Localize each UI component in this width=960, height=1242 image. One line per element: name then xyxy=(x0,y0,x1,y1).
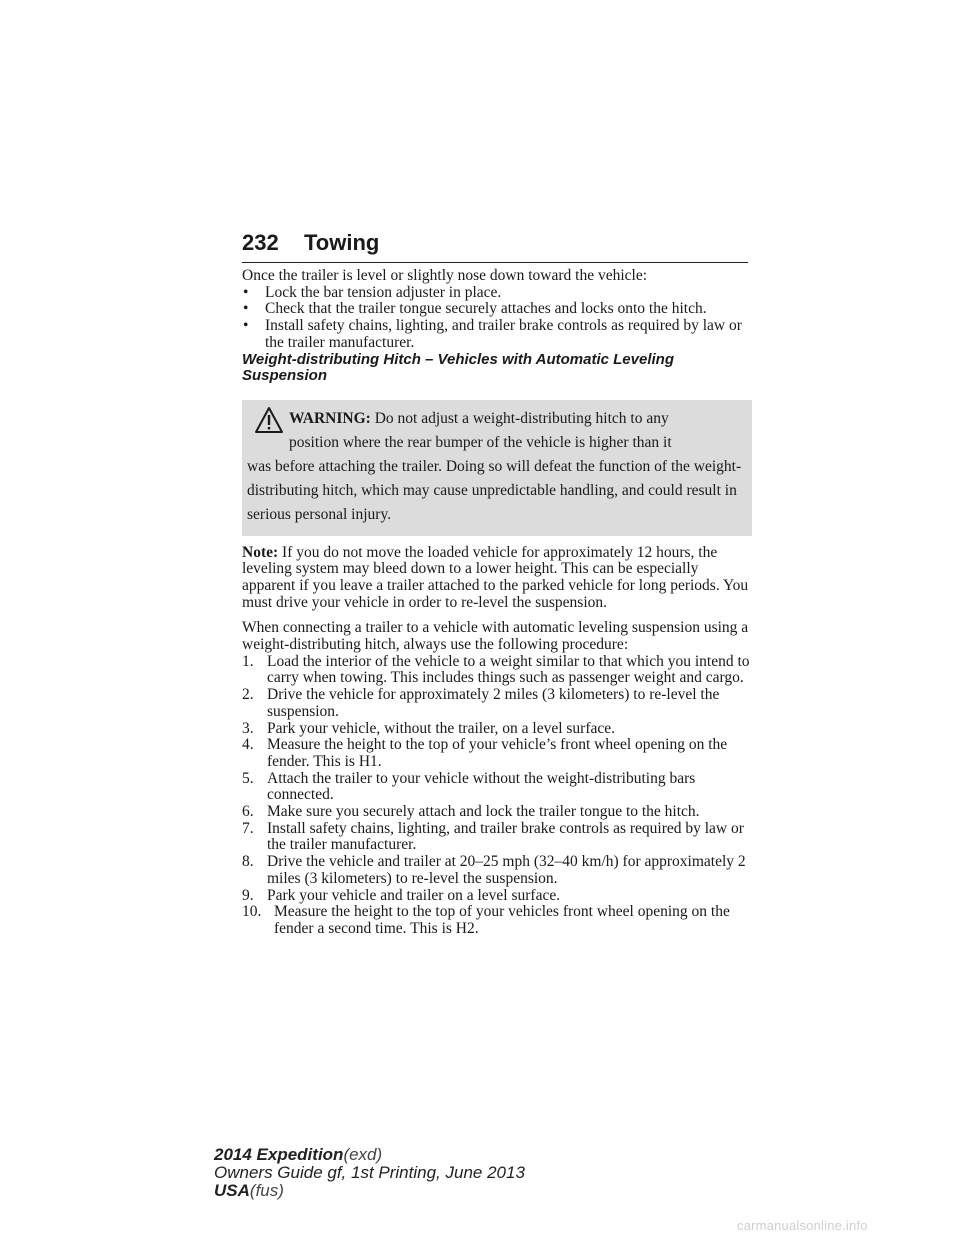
step-item: 9. Park your vehicle and trailer on a level surface. xyxy=(242,886,561,904)
step-item: 4. Measure the height to the top of your vehicle’s front wheel opening on the fender. This is H1. xyxy=(242,736,728,770)
subheading: Weight-distributing Hitch – Vehicles with Automatic Leveling Suspension xyxy=(242,350,674,384)
warning-label: WARNING: xyxy=(289,409,371,427)
step-item: 7. Install safety chains, lighting, and trailer brake controls as required by law or the trailer manufacturer. xyxy=(242,819,744,854)
step-item: 8. Drive the vehicle and trailer at 20–25 mph (32–40 km/h) for approximately 2 miles (3 kilometers) to re-level the suspension. xyxy=(242,853,746,887)
procedure-intro: When connecting a trailer to a vehicle with automatic leveling suspension using a weight-distributing hitch, always use the following procedure: xyxy=(242,619,749,654)
step-item: 6. Make sure you securely attach and lock the trailer tongue to the hitch. xyxy=(242,803,700,821)
step-item: 5. Attach the trailer to your vehicle without the weight-distributing bars connected. xyxy=(242,769,696,804)
step-item: 3. Park your vehicle, without the trailer, on a level surface. xyxy=(242,719,616,737)
note-text: If you do not move the loaded vehicle for approximately 12 hours, the leveling system may bleed down to a lower height. This can be especially apparent if you leave a trailer attached to the parked vehicle for long periods. You must drive your vehicle in order to re-level the suspension. xyxy=(242,543,749,611)
intro-text: Once the trailer is level or slightly nose down toward the vehicle: xyxy=(242,267,648,284)
procedure-steps xyxy=(242,654,752,938)
note-paragraph xyxy=(242,545,752,612)
page-header xyxy=(242,228,748,263)
step-item: 10. Measure the height to the top of your vehicles front wheel opening on the fender a second time. This is H2. xyxy=(242,903,730,937)
page-number: 232 xyxy=(242,230,279,255)
note-label: Note: xyxy=(242,543,279,561)
footer-line: 2014 Expedition(exd) xyxy=(214,1145,383,1164)
document-footer xyxy=(214,1146,525,1200)
bullet-list xyxy=(242,285,752,352)
page-content xyxy=(242,268,752,938)
footer-line: Owners Guide gf, 1st Printing, June 2013 xyxy=(214,1163,525,1182)
list-item: • Lock the bar tension adjuster in place. xyxy=(243,283,502,301)
warning-text: Do not adjust a weight-distributing hitch to any xyxy=(374,409,669,427)
step-item: 2. Drive the vehicle for approximately 2 miles (3 kilometers) to re-level the suspension. xyxy=(242,686,720,720)
section-title: Towing xyxy=(304,230,380,255)
warning-triangle-icon xyxy=(254,406,284,434)
warning-box xyxy=(242,400,752,536)
warning-text: was before attaching the trailer. Doing so will defeat the function of the weight-distributing hitch, which may cause unpredictable handling, and could result in serious personal injury. xyxy=(247,457,742,523)
list-item: • Check that the trailer tongue securely attaches and locks onto the hitch. xyxy=(243,300,707,318)
watermark: carmanualsonline.info xyxy=(737,1218,868,1233)
footer-line: USA(fus) xyxy=(214,1181,284,1200)
warning-text: position where the rear bumper of the vehicle is higher than it xyxy=(289,433,672,451)
list-item: • Install safety chains, lighting, and trailer brake controls as required by law or the trailer manufacturer. xyxy=(243,317,742,351)
step-item: 1. Load the interior of the vehicle to a weight similar to that which you intend to carry when towing. This includes things such as passenger weight and cargo. xyxy=(242,652,750,687)
